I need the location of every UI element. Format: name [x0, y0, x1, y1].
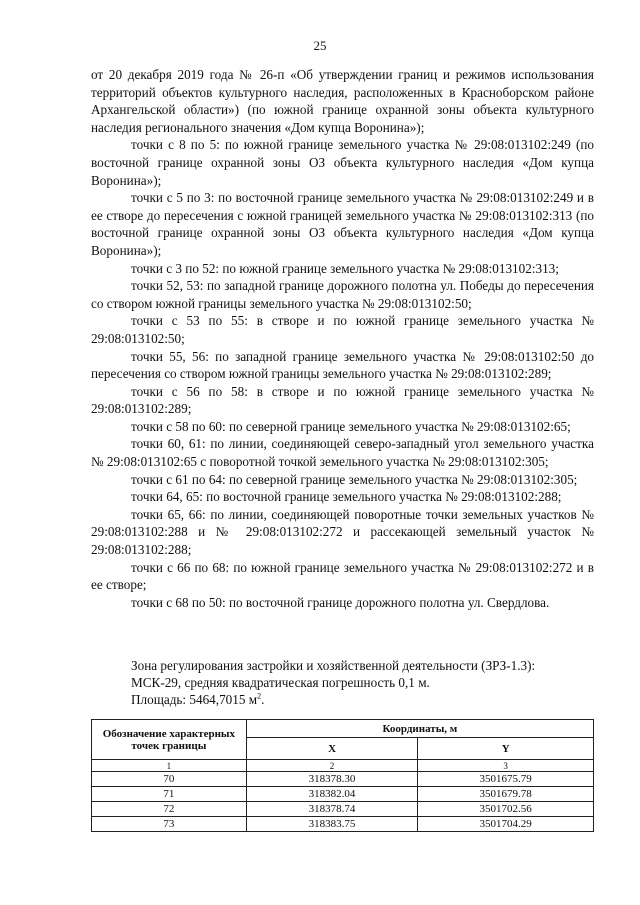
- zone-area: [131, 691, 601, 708]
- zone-area-sup: 2: [257, 691, 262, 701]
- paragraph: точки с 53 по 55: в створе и по южной границе земельного участка № 29:08:013102:50;: [91, 313, 594, 346]
- paragraph: точки с 68 по 50: по восточной границе дорожного полотна ул. Свердлова.: [131, 594, 550, 610]
- zone-title: Зона регулирования застройки и хозяйственной деятельности (ЗРЗ-1.3):: [131, 658, 536, 673]
- y-cell: 3501675.79: [418, 772, 594, 787]
- zone-area-label: Площадь: 5464,7015 м: [131, 692, 258, 707]
- table-row: [92, 817, 594, 832]
- paragraph: точки с 56 по 58: в створе и по южной границе земельного участка № 29:08:013102:289;: [91, 383, 594, 417]
- table-row: [92, 802, 594, 817]
- table-row: [92, 787, 594, 802]
- coordinates-table: [91, 719, 594, 832]
- x-cell: 318383.75: [246, 817, 418, 832]
- paragraph: точки 60, 61: по линии, соединяющей северо-западный угол земельного участка № 29:08:013102:65 с поворотной точкой земельного участка № 29:08:013102:305;: [91, 436, 594, 470]
- zone-area-end: .: [261, 692, 265, 707]
- paragraph: точки с 58 по 60: по северной границе земельного участка № 29:08:013102:65;: [131, 418, 571, 434]
- paragraph: от 20 декабря 2019 года № 26-п «Об утверждении границ и режимов использования территорий объектов культурного наследия, расположенных в Красноборском районе Архангельской области») (по южной границе охранной зоны объекта культурного наследия регионального значения «Дом купца Воронина»);: [91, 67, 594, 135]
- paragraph: точки с 8 по 5: по южной границе земельного участка № 29:08:013102:249 (по восточной границе охранной зоны ОЗ объекта культурного наследия «Дом купца Воронина»);: [91, 137, 594, 188]
- point-cell: 71: [92, 787, 247, 802]
- table-row: [92, 772, 594, 787]
- y-cell: 3501702.56: [418, 802, 594, 817]
- col-header-point: Обозначение характерных точек границы: [92, 720, 247, 760]
- y-cell: 3501704.29: [418, 817, 594, 832]
- paragraph: точки с 61 по 64: по северной границе земельного участка № 29:08:013102:305;: [131, 471, 578, 487]
- point-cell: 72: [92, 802, 247, 817]
- paragraph: точки 65, 66: по линии, соединяющей поворотные точки земельных участков № 29:08:013102:288 и № 29:08:013102:272 и рассекающей земельный участок № 29:08:013102:288;: [91, 506, 594, 558]
- zone-coordinate-system: МСК-29, средняя квадратическая погрешность 0,1 м.: [131, 675, 430, 690]
- point-cell: 70: [92, 772, 247, 787]
- paragraph: точки 55, 56: по западной границе земельного участка № 29:08:013102:50 до пересечения со створом южной границы земельного участка № 29:08:013102:289;: [91, 348, 594, 382]
- paragraph: точки с 66 по 68: по южной границе земельного участка № 29:08:013102:272 и в ее створе;: [91, 559, 594, 593]
- zone-info: [131, 657, 601, 708]
- col-header-y: Y: [418, 738, 594, 760]
- paragraph: точки 52, 53: по западной границе дорожного полотна ул. Победы до пересечения со створом южной границы земельного участка № 29:08:013102:50;: [91, 278, 594, 311]
- column-number-row: [92, 760, 594, 772]
- paragraph: точки с 5 по 3: по восточной границе земельного участка № 29:08:013102:249 и в ее створе до пересечения с южной границей земельного участка № 29:08:013102:313 (по восточной границе охранной зоны ОЗ объекта культурного наследия «Дом купца Воронина»);: [91, 190, 594, 258]
- x-cell: 318378.30: [246, 772, 418, 787]
- paragraph: точки с 3 по 52: по южной границе земельного участка № 29:08:013102:313;: [131, 260, 559, 276]
- column-number: 3: [418, 760, 594, 772]
- paragraph: точки 64, 65: по восточной границе земельного участка № 29:08:013102:288;: [131, 489, 562, 505]
- boundary-description: [91, 66, 594, 611]
- column-number: 1: [92, 760, 247, 772]
- point-cell: 73: [92, 817, 247, 832]
- col-header-x: X: [246, 738, 418, 760]
- x-cell: 318382.04: [246, 787, 418, 802]
- x-cell: 318378.74: [246, 802, 418, 817]
- col-header-coordinates: Координаты, м: [246, 720, 593, 738]
- y-cell: 3501679.78: [418, 787, 594, 802]
- page-number: 25: [313, 38, 327, 53]
- column-number: 2: [246, 760, 418, 772]
